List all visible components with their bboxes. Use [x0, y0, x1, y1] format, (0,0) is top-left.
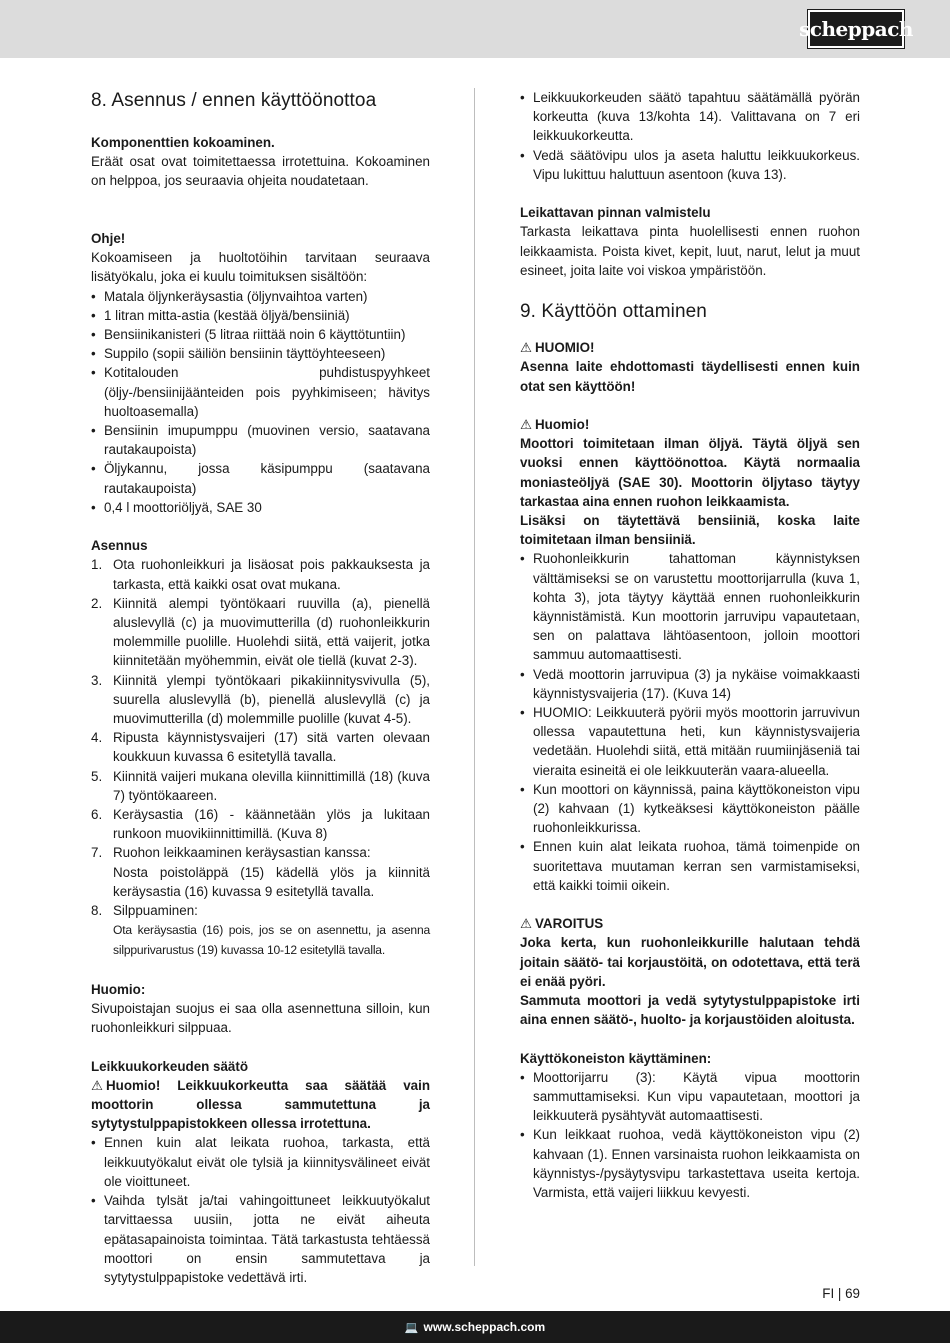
- list-item: • Ruohonleikkurin tahattoman käynnistyksen välttämiseksi se on varustettu moottorijarrulla (kuva 1, kohta 3), jota täytyy käyttää ennen ruohonleikkurin käynnistämistä. Kun moottorin jarruvipu vapautetaan, sen on palattava lähtöasentoon, jolloin moottori sammuu automaattisesti.: [520, 549, 860, 664]
- height-heading: Leikkuukorkeuden säätö: [91, 1058, 249, 1074]
- step-number: 6.: [91, 807, 103, 823]
- list-item: • Bensiinin imupumppu (muovinen versio, saatavana rautakaupoista): [91, 421, 430, 459]
- list-item: • Suppilo (sopii säiliön bensiinin täyttöyhteeseen): [91, 344, 430, 363]
- warning-icon: ⚠: [91, 1077, 104, 1093]
- assembly-text: Eräät osat ovat toimitettaessa irrotettuina. Kokoaminen on helppoa, jos seuraavia ohjeita noudatetaan.: [91, 154, 430, 189]
- warning-3-label: [520, 914, 860, 933]
- list-item: • Matala öljynkeräysastia (öljynvaihtoa varten): [91, 287, 430, 306]
- list-item: • Öljykannu, jossa käsipumppu (saatavana rautakaupoista): [91, 459, 430, 497]
- scheppach-logo: scheppach: [808, 10, 904, 48]
- warning-1-label: [520, 338, 860, 357]
- note-heading: Ohje!: [91, 230, 126, 246]
- website-link[interactable]: www.scheppach.com: [423, 1320, 546, 1334]
- assembly-heading: Komponenttien kokoaminen.: [91, 135, 275, 150]
- list-item: • HUOMIO: Leikkuuterä pyörii myös moottorin jarruvivun ollessa vapautettuna heti, kun käynnistysvaijeria vedetään. Huolehdi siitä, että mitään ruumiinjäseniä tai vieraita esineitä ei ole leikkuuterän vaara-alueella.: [520, 703, 860, 780]
- page-footer: [0, 1311, 950, 1343]
- step-subtext: Ota keräysastia (16) pois, jos se on asennettu, ja asenna silppurivarustus (19) kuvassa 10-12 esitetyllä tavalla.: [113, 923, 430, 958]
- list-item: [91, 555, 430, 593]
- warning-2-label: [520, 415, 860, 434]
- page-header: [0, 0, 950, 58]
- step-number: 1.: [91, 557, 103, 573]
- step-number: 8.: [91, 903, 103, 919]
- list-item: • Vedä säätövipu ulos ja aseta haluttu leikkuukorkeus. Vipu lukittuu haluttuun asentoon (kuva 13).: [520, 146, 860, 184]
- right-column: [520, 88, 860, 1202]
- step-number: 3.: [91, 672, 103, 688]
- list-item: • Bensiinikanisteri (5 litraa riittää noin 6 käyttötuntiin): [91, 325, 430, 344]
- tools-list: [91, 287, 430, 517]
- warning-1-text: Asenna laite ehdottomasti täydellisesti ennen kuin otat sen käyttöön!: [520, 359, 860, 394]
- list-item: • Kun moottori on käynnissä, paina käyttökoneiston vipu (2) kahvaan (1) kytkeäksesi käyttökoneiston päälle ruohonleikkurissa.: [520, 780, 860, 838]
- height-warning: [91, 1076, 430, 1134]
- warning-icon: ⚠: [520, 417, 533, 432]
- warning-3-text: Joka kerta, kun ruohonleikkurille halutaan tehdä joitain säätö- tai korjaustöitä, on odotettava, että terä ei enää pyöri.: [520, 935, 860, 989]
- height-warning-text: Huomio! Leikkuukorkeutta saa säätää vain moottorin ollessa sammutettuna ja sytytystulppapistokkeen ollessa irrotettuna.: [91, 1077, 430, 1132]
- column-divider: [474, 88, 475, 1266]
- computer-icon: 💻: [404, 1321, 419, 1334]
- list-item: [91, 805, 430, 843]
- step-number: 7.: [91, 845, 103, 861]
- step-number: 5.: [91, 768, 103, 784]
- step-text: Kiinnitä alempi työntökaari ruuvilla (a), pienellä aluslevyllä (c) ja muovimutterilla (d) ruohonleikkurin molemmille puolille. Huolehdi siitä, että vaijerit, jotka kiinnitetään myöhemmin, eivät ole tiellä (kuvat 2-3).: [113, 595, 430, 669]
- note-text: Kokoamiseen ja huoltotöihin tarvitaan seuraava lisätyökalu, joka ei kuulu toimituksen sisältöön:: [91, 250, 430, 285]
- step-text: Ruohon leikkaaminen keräysastian kanssa:: [113, 845, 371, 861]
- warning-icon: ⚠: [520, 340, 533, 356]
- step-text: Kiinnitä vaijeri mukana olevilla kiinnittimillä (18) (kuva 7) työntökaareen.: [113, 768, 430, 803]
- warning-label: VAROITUS: [535, 916, 604, 932]
- step-text: Ota ruohonleikkuri ja lisäosat pois pakkauksesta ja tarkasta, että kaikki osat ovat mukana.: [113, 557, 430, 592]
- height-list: [91, 1133, 430, 1287]
- warning-icon: ⚠: [520, 916, 533, 932]
- list-item: • Kun leikkaat ruohoa, vedä käyttökoneiston vipu (2) kahvaan (1). Ennen varsinaista ruohon leikkaamista on käynnistys-/pysäytysvipu tarkastettava useita kertoja. Varmista, että vaijeri liikkuu kevyesti.: [520, 1125, 860, 1202]
- step-number: 4.: [91, 730, 103, 746]
- warning-label: HUOMIO!: [535, 340, 595, 356]
- drive-list: [520, 1068, 860, 1202]
- list-item: [91, 728, 430, 766]
- list-item: • Vaihda tylsät ja/tai vahingoittuneet leikkuutyökalut tarvittaessa uusiin, jotta ne eivät aiheuta epätasapainoista toimintaa. Tätä tarkastusta tehtäessä moottori on ensin sammutettava ja sytytystulppapistoke vedettävä irti.: [91, 1191, 430, 1287]
- warning-2-text-2: Lisäksi on täytettävä bensiiniä, koska laite toimitetaan ilman bensiiniä.: [520, 513, 860, 548]
- list-item: • 0,4 l moottoriöljyä, SAE 30: [91, 498, 430, 517]
- step-number: 2.: [91, 595, 103, 611]
- drive-heading: Käyttökoneiston käyttäminen:: [520, 1050, 712, 1066]
- warning-2-text: Moottori toimitetaan ilman öljyä. Täytä öljyä sen vuoksi ennen käyttöönottoa. Käytä normaalia moniasteöljyä (SAE 30). Moottorin öljytaso täytyy tarkastaa aina ennen ruohon leikkaamista.: [520, 436, 860, 509]
- list-item: [91, 843, 430, 901]
- list-item: [91, 671, 430, 729]
- list-item: • 1 litran mitta-astia (kestää öljyä/bensiiniä): [91, 306, 430, 325]
- list-item: [91, 594, 430, 671]
- step-text: Keräysastia (16) - käännetään ylös ja lukitaan runkoon muovikiinnittimillä. (Kuva 8): [113, 807, 430, 842]
- warning-3-text-2: Sammuta moottori ja vedä sytytystulppapistoke irti aina ennen säätö-, huolto- ja korjaustöiden aloitusta.: [520, 993, 860, 1028]
- step-subtext: Nosta poistoläppä (15) kädellä ylös ja kiinnitä keräysastia (16) kuvassa 9 esitetyllä tavalla.: [113, 864, 430, 899]
- warning-label: Huomio!: [535, 417, 590, 432]
- note2-text: Sivupoistajan suojus ei saa olla asennettuna silloin, kun ruohonleikkuri silppuaa.: [91, 1001, 430, 1036]
- height-list-continued: [520, 88, 860, 184]
- step-text: Ripusta käynnistysvaijeri (17) sitä varten olevaan koukkuun kuvassa 6 esitetyllä tavalla.: [113, 730, 430, 765]
- page-number: FI | 69: [822, 1286, 860, 1301]
- list-item: • Moottorijarru (3): Käytä vipua moottorin sammuttamiseksi. Kun vipu vapautetaan, moottori ja leikkuuterä pysähtyvät automaattisesti.: [520, 1068, 860, 1126]
- list-item: [91, 901, 430, 961]
- list-item: • Vedä moottorin jarruvipua (3) ja nykäise voimakkaasti käynnistysvaijeria (17). (Kuva 14): [520, 665, 860, 703]
- startup-list: [520, 549, 860, 895]
- section-9-title: 9. Käyttöön ottaminen: [520, 301, 707, 323]
- note2-heading: Huomio:: [91, 981, 146, 997]
- prep-heading: Leikattavan pinnan valmistelu: [520, 205, 711, 221]
- list-item: • Kotitalouden puhdistuspyyhkeet (öljy-/bensiinijäänteiden pois pyyhkimiseen; hävitys huoltoasemalla): [91, 363, 430, 421]
- list-item: • Ennen kuin alat leikata ruohoa, tarkasta, että leikkuutyökalut eivät ole tylsiä ja kiinnitysvälineet eivät ole vioittuneet.: [91, 1133, 430, 1191]
- list-item: [91, 767, 430, 805]
- install-heading: Asennus: [91, 538, 148, 554]
- list-item: • Ennen kuin alat leikata ruohoa, tämä toimenpide on suoritettava muutaman kerran sen varmistamiseksi, että kaikki toimii oikein.: [520, 837, 860, 895]
- step-text: Kiinnitä ylempi työntökaari pikakiinnitysvivulla (5), suurella aluslevyllä (b), pienellä aluslevyllä (c) ja muovimutterilla (d) molemmille puolille (kuvat 4-5).: [113, 672, 430, 727]
- prep-text: Tarkasta leikattava pinta huolellisesti ennen ruohon leikkaamista. Poista kivet, kepit, luut, narut, lelut ja muut esineet, joita laite voi viskoa ympäristöön.: [520, 224, 860, 278]
- step-text: Silppuaminen:: [113, 903, 198, 919]
- install-steps: [91, 555, 430, 960]
- left-column: [91, 88, 430, 1287]
- section-8-title: 8. Asennus / ennen käyttöönottoa: [91, 90, 377, 111]
- list-item: • Leikkuukorkeuden säätö tapahtuu säätämällä pyörän korkeutta (kuva 13/kohta 14). Valittavana on 7 eri leikkuukorkeutta.: [520, 88, 860, 146]
